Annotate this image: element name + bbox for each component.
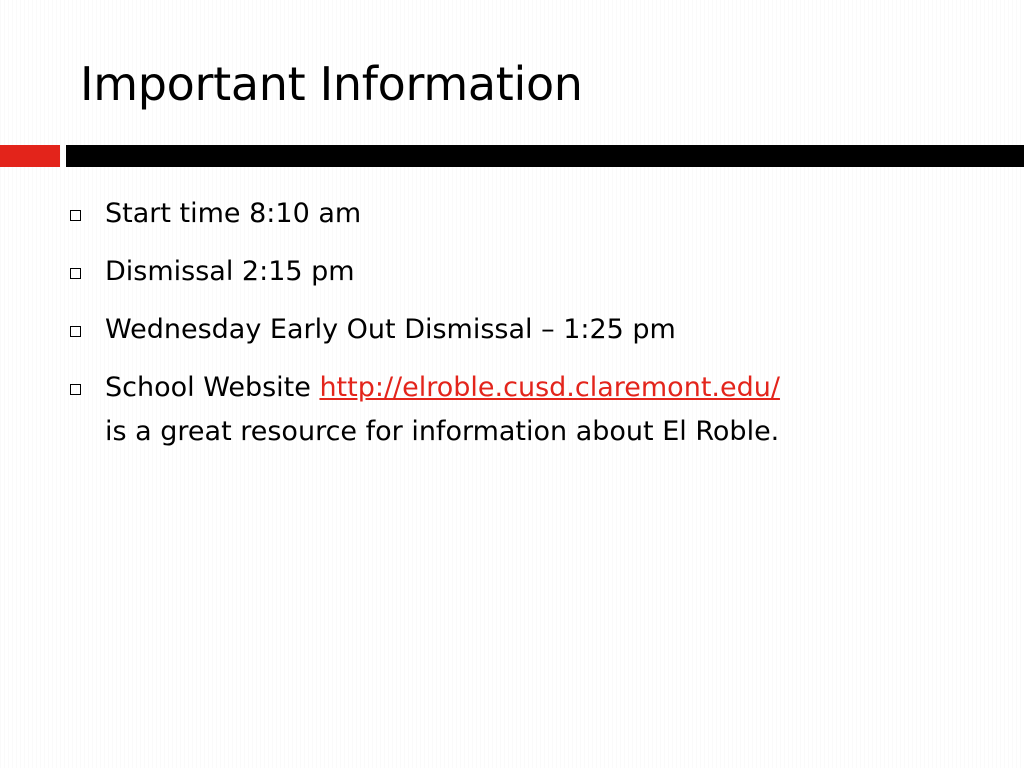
slide-title: Important Information (80, 57, 583, 111)
hollow-square-bullet-icon (70, 384, 81, 395)
dismissal-text: Dismissal 2:15 pm (105, 256, 355, 287)
bullet-early-out (70, 308, 970, 352)
website-suffix: is a great resource for information about El Roble. (105, 416, 780, 447)
school-website-text (105, 366, 780, 454)
start-time-text: Start time 8:10 am (105, 198, 362, 229)
website-prefix: School Website (105, 372, 320, 403)
school-website-link[interactable]: http://elroble.cusd.claremont.edu/ (319, 372, 780, 403)
hollow-square-bullet-icon (70, 268, 81, 279)
bullet-list (70, 192, 970, 468)
title-accent-bar-red (0, 145, 60, 167)
early-out-text: Wednesday Early Out Dismissal – 1:25 pm (105, 314, 676, 345)
hollow-square-bullet-icon (70, 210, 81, 221)
title-accent-bar-black (66, 145, 1024, 167)
hollow-square-bullet-icon (70, 326, 81, 337)
bullet-start-time (70, 192, 970, 236)
bullet-school-website (70, 366, 970, 454)
bullet-dismissal (70, 250, 970, 294)
